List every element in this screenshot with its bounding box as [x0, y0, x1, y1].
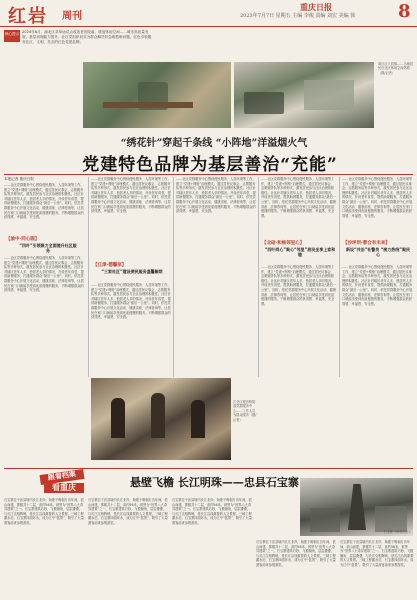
- intro-text: 2024年6月，渝北区莘草场试点改造老旧院落，增加休闲空间……城市高质量发展，基层治理能力提升，社区党组织切实为群众解决好急难愁盼问题，红色引领服务社区、文明、亮点的红色党建品牌。: [22, 30, 152, 45]
- section3-tag: 【北碚·和畅邻里心】: [262, 241, 305, 246]
- feature-headline: 党建特色品牌为基层善治“充能”: [82, 155, 338, 175]
- photo-caption-top: 南川区大同镇……当地居民在社区休闲空间休憩（摄/记者）: [378, 62, 414, 75]
- bottom-col2: 石宝寨位于忠县境内长江北岸，始建于明朝万历年间，依山而建，寨楼共十二层，高约56米，被誉为“世界八大奇异建筑”之一。石宝寨建筑巧妙，飞檐翘角，层层叠叠，与长江交相辉映，是长江沿线重要的人文景观。三峡工程蓄水后，石宝寨四面环水，成为江中“盆景”，吸引了大量游客前来参观游览。: [88, 498, 168, 525]
- bottom-headline: 悬壁飞檐 长江明珠——忠县石宝寨: [130, 476, 299, 489]
- section4-tag: 【沙坪坝·蓉合有未来】: [343, 241, 390, 246]
- page-number: 8: [398, 1, 411, 22]
- col-divider-3: [258, 177, 259, 377]
- headline-rule: [4, 174, 413, 175]
- archive-badge-line1: 跟着档案: [40, 469, 85, 485]
- section4-headline: 新设“共治”社警员 “接力热线”聚民心: [346, 247, 410, 257]
- section1-headline: “四叶”引领聚力全面提升社区服务: [19, 243, 77, 253]
- col5-text-a: ……社区党群服务中心围绕便民服务、人居环境等工作，建立“党建+网格”治理模式，通过居民议事会、志愿服务队等多种形式，激发居民参与社区治理的积极性。社区针对辖区老年人多、独居老人多的情况，开设老年食堂，提供助餐服务，打通服务群众“最后一公里”。同时，依托党群服务中心开展文化活动、健康讲座、法律咨询等，让居民在家门口就能享受到优质便捷的服务，不断增强群众的获得感、幸福感、安全感。: [342, 177, 413, 218]
- col1-text-a: ……社区党群服务中心围绕便民服务、人居环境等工作，建立“党建+网格”治理模式，通过居民议事会、志愿服务队等多种形式，激发居民参与社区治理的积极性。社区针对辖区老年人多、独居老人多的情况，开设老年食堂，提供助餐服务，打通服务群众“最后一公里”。同时，依托党群服务中心开展文化活动、健康讲座、法律咨询等，让居民在家门口就能享受到优质便捷的服务，不断增强群众的获得感、幸福感、安全感。: [4, 183, 84, 220]
- photo-shibaozhai: [300, 478, 413, 536]
- photo-street-scene: [83, 62, 231, 128]
- bottom-col5: 石宝寨位于忠县境内长江北岸，始建于明朝万历年间，依山而建，寨楼共十二层，高约56米，被誉为“世界八大奇异建筑”之一。石宝寨建筑巧妙，飞檐翘角，层层叠叠，与长江交相辉映，是长江沿线重要的人文景观。三峡工程蓄水后，石宝寨四面环水，成为江中“盆景”，吸引了大量游客前来参观游览。: [340, 540, 414, 567]
- masthead-title: 红岩: [8, 6, 48, 27]
- col3-text: ……社区党群服务中心围绕便民服务、人居环境等工作，建立“党建+网格”治理模式，通过居民议事会、志愿服务队等多种形式，激发居民参与社区治理的积极性。社区针对辖区老年人多、独居老人多的情况，开设老年食堂，提供助餐服务，打通服务群众“最后一公里”。同时，依托党群服务中心开展文化活动、健康讲座、法律咨询等，让居民在家门口就能享受到优质便捷的服务，不断增强群众的获得感、幸福感、安全感。: [176, 177, 256, 214]
- col5-text-b: ……社区党群服务中心围绕便民服务、人居环境等工作，建立“党建+网格”治理模式，通过居民议事会、志愿服务队等多种形式，激发居民参与社区治理的积极性。社区针对辖区老年人多、独居老人多的情况，开设老年食堂，提供助餐服务，打通服务群众“最后一公里”。同时，依托党群服务中心开展文化活动、健康讲座、法律咨询等，让居民在家门口就能享受到优质便捷的服务，不断增强群众的获得感、幸福感、安全感。: [342, 265, 413, 306]
- feature-byline: 本报记者 重庆日报: [4, 177, 34, 181]
- masthead-subtitle: 周刊: [62, 11, 82, 22]
- col4-text-a: ……社区党群服务中心围绕便民服务、人居环境等工作，建立“党建+网格”治理模式，通过居民议事会、志愿服务队等多种形式，激发居民参与社区治理的积极性。社区针对辖区老年人多、独居老人多的情况，开设老年食堂，提供助餐服务，打通服务群众“最后一公里”。同时，依托党群服务中心开展文化活动、健康讲座、法律咨询等，让居民在家门口就能享受到优质便捷的服务，不断增强群众的获得感、幸福感、安全感。: [261, 177, 336, 218]
- col4-text-b: ……社区党群服务中心围绕便民服务、人居环境等工作，建立“党建+网格”治理模式，通过居民议事会、志愿服务队等多种形式，激发居民参与社区治理的积极性。社区针对辖区老年人多、独居老人多的情况，开设老年食堂，提供助餐服务，打通服务群众“最后一公里”。同时，依托党群服务中心开展文化活动、健康讲座、法律咨询等，让居民在家门口就能享受到优质便捷的服务，不断增强群众的获得感、幸福感、安全感。: [261, 265, 336, 306]
- photo-community-square: [234, 62, 374, 128]
- col2-text-a: ……社区党群服务中心围绕便民服务、人居环境等工作，建立“党建+网格”治理模式，通过居民议事会、志愿服务队等多种形式，激发居民参与社区治理的积极性。社区针对辖区老年人多、独居老人多的情况，开设老年食堂，提供助餐服务，打通服务群众“最后一公里”。同时，依托党群服务中心开展文化活动、健康讲座、法律咨询等，让居民在家门口就能享受到优质便捷的服务，不断增强群众的获得感、幸福感、安全感。: [91, 177, 171, 214]
- col1-text-b: ……社区党群服务中心围绕便民服务、人居环境等工作，建立“党建+网格”治理模式，通过居民议事会、志愿服务队等多种形式，激发居民参与社区治理的积极性。社区针对辖区老年人多、独居老人多的情况，开设老年食堂，提供助餐服务，打通服务群众“最后一公里”。同时，依托党群服务中心开展文化活动、健康讲座、法律咨询等，让居民在家门口就能享受到优质便捷的服务，不断增强群众的获得感、幸福感、安全感。: [4, 256, 84, 293]
- bottom-col1: 石宝寨位于忠县境内长江北岸，始建于明朝万历年间，依山而建，寨楼共十二层，高约56米，被誉为“世界八大奇异建筑”之一。石宝寨建筑巧妙，飞檐翘角，层层叠叠，与长江交相辉映，是长江沿线重要的人文景观。三峡工程蓄水后，石宝寨四面环水，成为江中“盆景”，吸引了大量游客前来参观游览。: [4, 498, 84, 525]
- photo-caption-middle: 江北区观音桥街道党群服务中心……工作人员为群众服务（摄/记者）: [233, 400, 257, 422]
- masthead-info: 2023年7月7日 星期五 主编 李俊 责编 刘宏 美编 徐: [240, 13, 356, 19]
- bottom-col3: 石宝寨位于忠县境内长江北岸，始建于明朝万历年间，依山而建，寨楼共十二层，高约56米，被誉为“世界八大奇异建筑”之一。石宝寨建筑巧妙，飞檐翘角，层层叠叠，与长江交相辉映，是长江沿线重要的人文景观。三峡工程蓄水后，石宝寨四面环水，成为江中“盆景”，吸引了大量游客前来参观游览。: [172, 498, 252, 525]
- photo-caption-bottom: 石宝寨（资料图片）: [383, 530, 412, 534]
- section2-tag: 【江津·德馨家】: [93, 263, 127, 268]
- feature-kicker: “绣花针”穿起千条线 “小阵地”洋溢烟火气: [120, 138, 308, 149]
- bottom-col4: 石宝寨位于忠县境内长江北岸，始建于明朝万历年间，依山而建，寨楼共十二层，高约56米，被誉为“世界八大奇异建筑”之一。石宝寨建筑巧妙，飞檐翘角，层层叠叠，与长江交相辉映，是长江沿线重要的人文景观。三峡工程蓄水后，石宝寨四面环水，成为江中“盆景”，吸引了大量游客前来参观游览。: [256, 540, 336, 567]
- bottom-rule: [4, 468, 413, 469]
- intro-tag: 核心提示: [4, 32, 20, 36]
- paper-logo: 重庆日报: [300, 2, 332, 12]
- archive-badge-line2: 看重庆: [44, 483, 84, 493]
- section2-headline: “三家社区”建设便民服务温馨解烦: [101, 269, 163, 274]
- photo-service-center: [91, 378, 231, 460]
- col2-text-b: ……社区党群服务中心围绕便民服务、人居环境等工作，建立“党建+网格”治理模式，通过居民议事会、志愿服务队等多种形式，激发居民参与社区治理的积极性。社区针对辖区老年人多、独居老人多的情况，开设老年食堂，提供助餐服务，打通服务群众“最后一公里”。同时，依托党群服务中心开展文化活动、健康讲座、法律咨询等，让居民在家门口就能享受到优质便捷的服务，不断增强群众的获得感、幸福感、安全感。: [91, 283, 171, 320]
- section1-tag: 【渝中·同心圆】: [6, 237, 40, 242]
- section3-headline: “四叶同心”聚心“邻里”居民坐享上家和睦: [264, 247, 336, 257]
- col-divider-1: [88, 177, 89, 377]
- col-divider-4: [339, 177, 340, 377]
- col-divider-2: [173, 177, 174, 377]
